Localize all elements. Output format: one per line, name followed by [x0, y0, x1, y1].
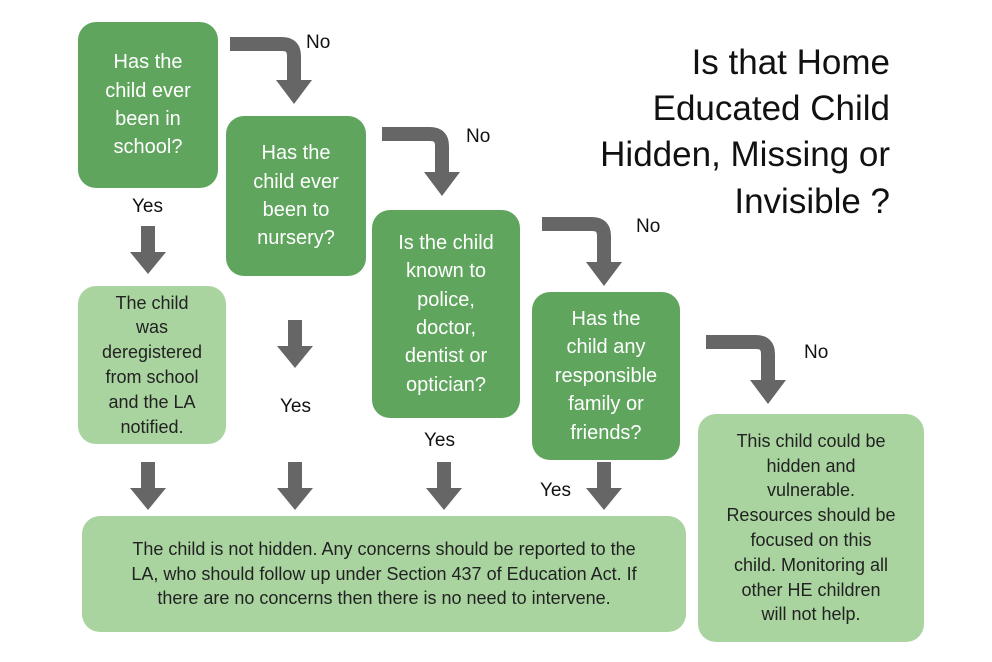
- no-arrowhead-3: [586, 262, 622, 286]
- diagram-title: Is that Home Educated Child Hidden, Missing or Invisible ?: [600, 43, 890, 221]
- outcome-vulnerable: This child could be hidden and vulnerable. Resources should be focused on this child. Monitoring all other HE children will not help.: [698, 414, 924, 642]
- arrow-deregistered-to-not-hidden: [130, 462, 166, 510]
- question-known-to-services: Is the child known to police, doctor, dentist or optician?: [372, 210, 520, 418]
- no-label-4: No: [804, 342, 829, 363]
- no-arrow-1: [230, 44, 294, 82]
- no-label-1: No: [306, 32, 331, 53]
- yes-label-3: Yes: [424, 430, 455, 451]
- no-arrow-3: [542, 224, 604, 264]
- no-label-2: No: [466, 126, 491, 147]
- no-arrow-4: [706, 342, 768, 382]
- yes-label-4: Yes: [540, 480, 571, 501]
- no-label-3: No: [636, 216, 661, 237]
- question-nursery: Has the child ever been to nursery?: [226, 116, 366, 276]
- yes-arrow-school: [130, 226, 166, 274]
- no-arrowhead-2: [424, 172, 460, 196]
- yes-arrow-family: [586, 462, 622, 510]
- yes-arrow-nursery-lower: [277, 462, 313, 510]
- no-arrowhead-4: [750, 380, 786, 404]
- outcome-deregistered: The child was deregistered from school and the LA notified.: [78, 286, 226, 444]
- no-arrowhead-1: [276, 80, 312, 104]
- no-arrow-2: [382, 134, 442, 174]
- yes-arrow-nursery-upper: [277, 320, 313, 368]
- yes-label-2: Yes: [280, 396, 311, 417]
- yes-arrow-known: [426, 462, 462, 510]
- question-school: Has the child ever been in school?: [78, 22, 218, 188]
- outcome-not-hidden: The child is not hidden. Any concerns should be reported to the LA, who should follow up under Section 437 of Education Act. If there are no concerns then there is no need to intervene.: [82, 516, 686, 632]
- yes-label-1: Yes: [132, 196, 163, 217]
- question-responsible-family: Has the child any responsible family or friends?: [532, 292, 680, 460]
